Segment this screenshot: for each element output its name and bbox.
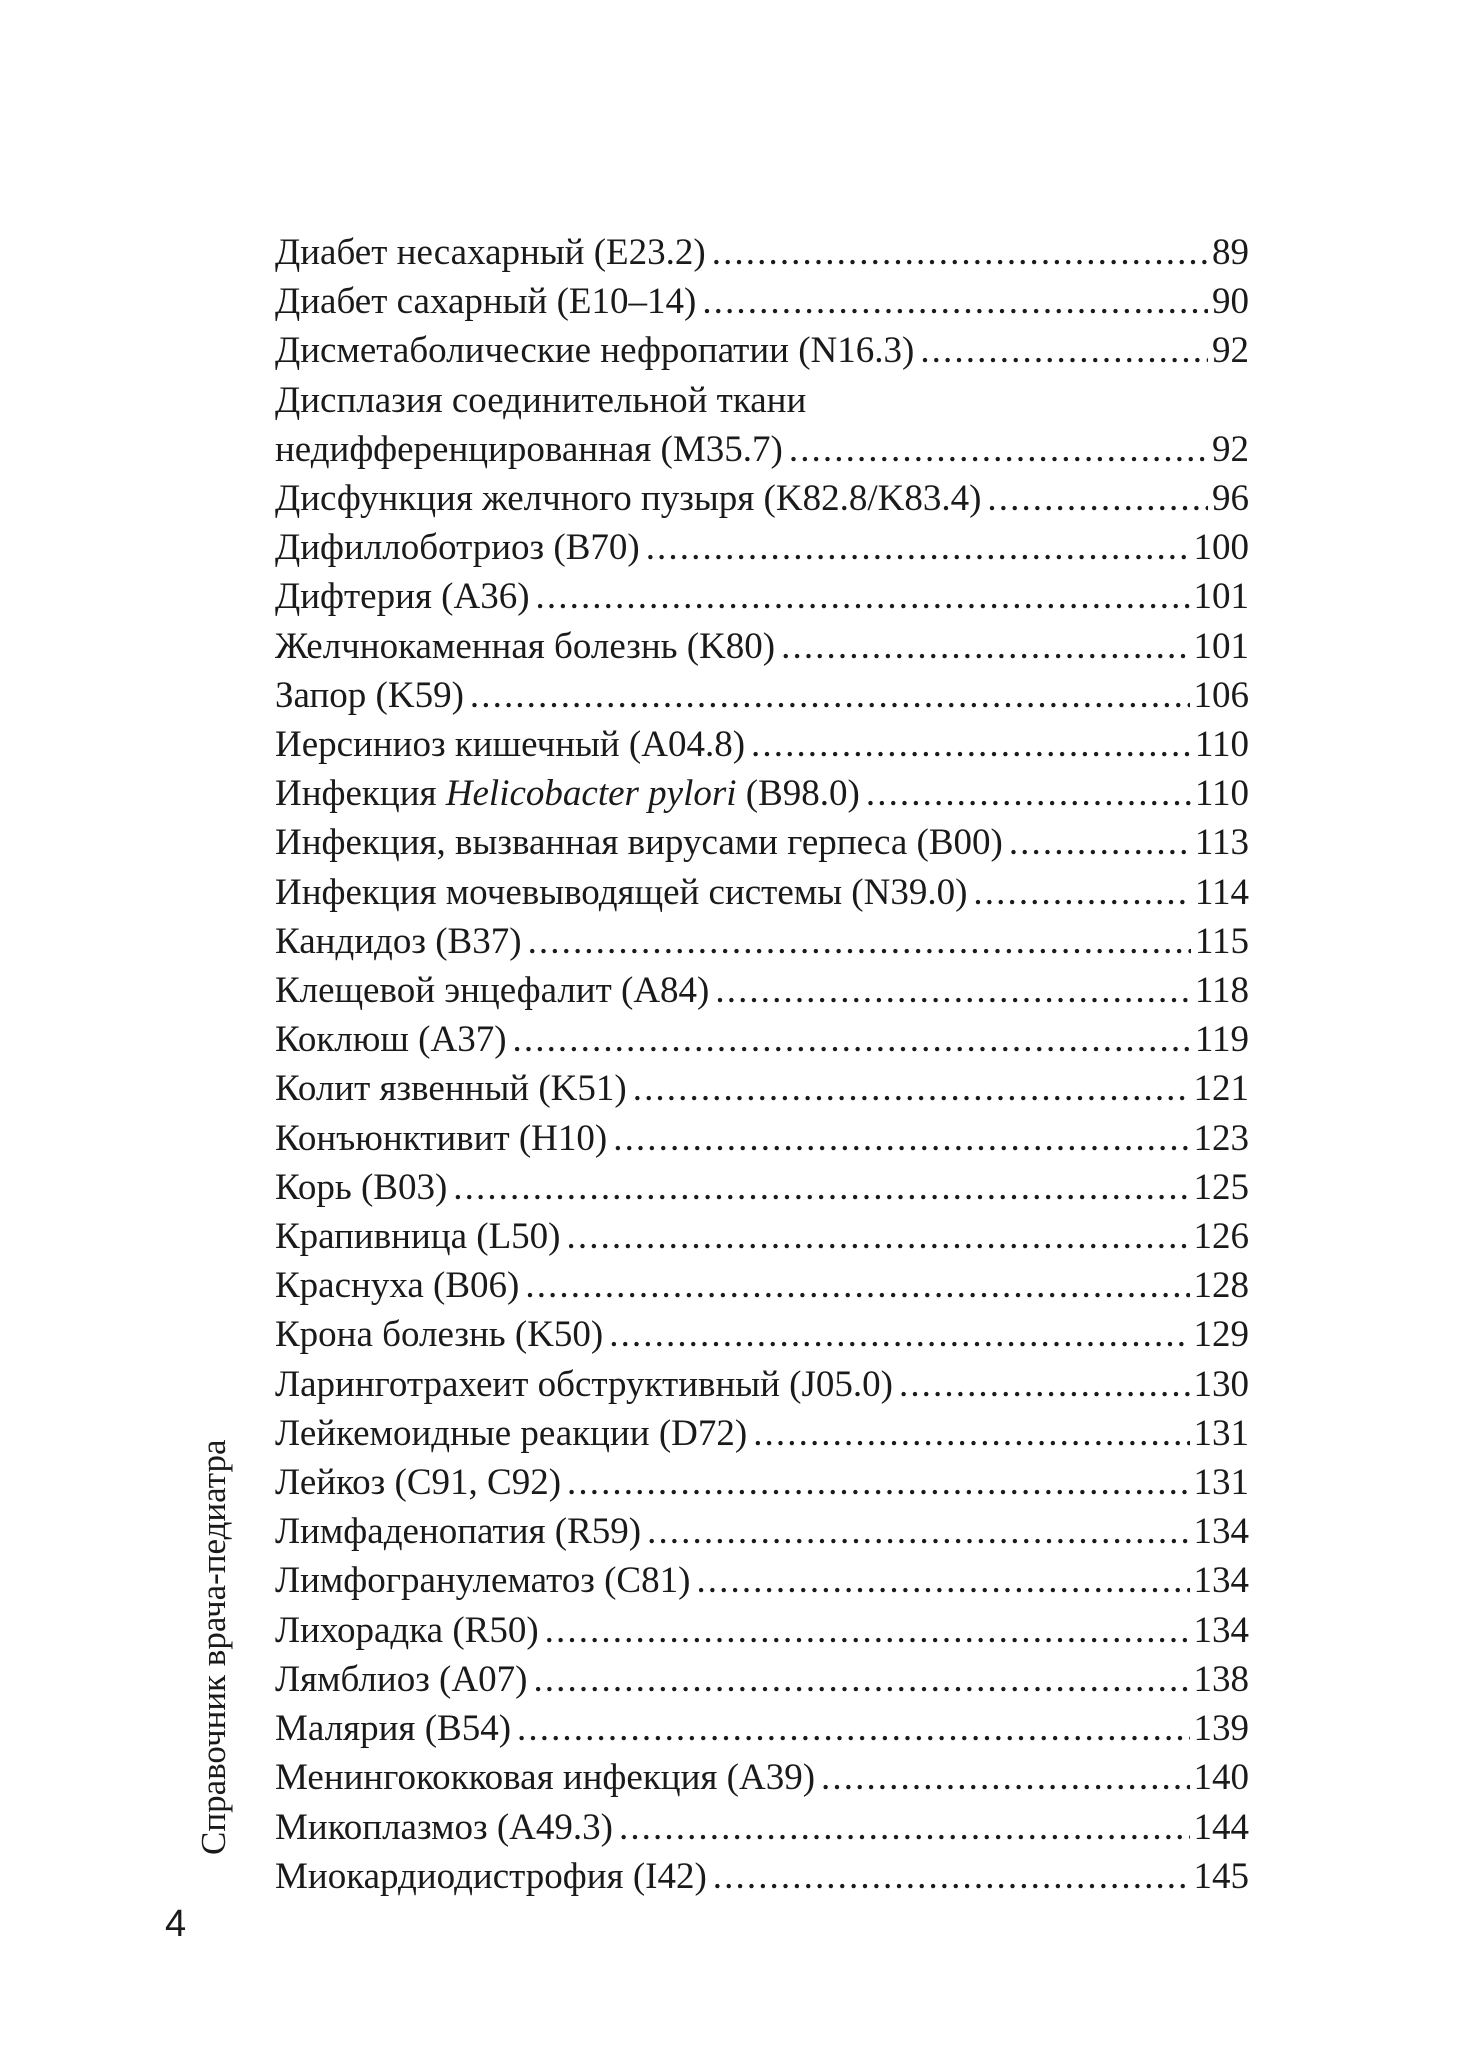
toc-entry-title: Конъюнктивит (H10) — [275, 1117, 608, 1159]
toc-entry[interactable] — [275, 1458, 1249, 1507]
toc-entry-page: 139 — [1193, 1708, 1249, 1750]
toc-entry-title: Лямблиоз (A07) — [275, 1658, 528, 1700]
toc-entry[interactable] — [275, 1803, 1249, 1852]
toc-entry-page: 106 — [1193, 674, 1249, 716]
toc-dot-leader — [973, 868, 1190, 917]
toc-dot-leader — [647, 1507, 1189, 1556]
toc-dot-leader — [517, 1704, 1189, 1753]
toc-dot-leader — [987, 474, 1208, 523]
toc-dot-leader — [751, 720, 1191, 769]
toc-entry[interactable] — [275, 474, 1249, 523]
toc-entry-title: Коклюш (A37) — [275, 1019, 507, 1061]
toc-entry-page: 115 — [1194, 920, 1249, 962]
toc-entry-page: 140 — [1193, 1757, 1249, 1799]
toc-entry-title: Клещевой энцефалит (A84) — [275, 970, 710, 1012]
toc-entry-page: 126 — [1193, 1216, 1249, 1258]
toc-entry-page: 92 — [1212, 428, 1249, 470]
toc-dot-leader — [920, 326, 1208, 375]
toc-entry-page: 114 — [1194, 871, 1249, 913]
toc-entry-page: 89 — [1212, 232, 1249, 273]
toc-entry-page: 145 — [1193, 1855, 1249, 1897]
toc-entry-title: Краснуха (B06) — [275, 1265, 520, 1307]
toc-dot-leader — [713, 1852, 1190, 1901]
toc-entry-page: 138 — [1193, 1658, 1249, 1700]
toc-entry[interactable] — [275, 1606, 1249, 1655]
toc-entry-page: 113 — [1194, 822, 1249, 864]
toc-entry-title: Дифтерия (A36) — [275, 576, 530, 618]
toc-dot-leader — [619, 1803, 1190, 1852]
toc-entry-title: Инфекция мочевыводящей системы (N39.0) — [275, 871, 968, 913]
toc-entry-page: 90 — [1212, 281, 1249, 323]
toc-entry[interactable] — [275, 1556, 1249, 1605]
toc-dot-leader — [821, 1753, 1189, 1802]
toc-dot-leader — [567, 1458, 1189, 1507]
toc-entry-title: Кандидоз (B37) — [275, 920, 522, 962]
toc-entry[interactable] — [275, 671, 1249, 720]
toc-entry[interactable] — [275, 572, 1249, 621]
toc-entry-page: 144 — [1193, 1806, 1249, 1848]
toc-entry-title: Диабет несахарный (E23.2) — [275, 232, 706, 273]
toc-dot-leader — [1009, 818, 1191, 867]
toc-dot-leader — [545, 1606, 1190, 1655]
toc-entry-page: 134 — [1193, 1511, 1249, 1553]
toc-dot-leader — [533, 1655, 1189, 1704]
toc-dot-leader — [567, 1212, 1190, 1261]
toc-dot-leader — [528, 917, 1191, 966]
toc-dot-leader — [633, 1064, 1190, 1113]
toc-entry[interactable] — [275, 1114, 1249, 1163]
toc-entry-page: 110 — [1194, 724, 1249, 766]
toc-entry-page: 131 — [1193, 1412, 1249, 1454]
toc-entry-page: 131 — [1193, 1462, 1249, 1504]
toc-dot-leader — [753, 1409, 1189, 1458]
toc-entry-page: 130 — [1193, 1363, 1249, 1405]
toc-entry-page: 110 — [1194, 773, 1249, 815]
toc-entry-title: Желчнокаменная болезнь (K80) — [275, 625, 776, 667]
toc-entry-title-prefix: Инфекция — [275, 773, 446, 815]
toc-entry[interactable] — [275, 1360, 1249, 1409]
toc-entry[interactable] — [275, 1310, 1249, 1359]
toc-entry-page: 125 — [1193, 1166, 1249, 1208]
running-title: Справочник врача-педиатра — [194, 1439, 233, 1855]
toc-entry-title: недифференцированная (M35.7) — [275, 428, 783, 470]
toc-entry-title: Иерсиниоз кишечный (A04.8) — [275, 724, 746, 766]
toc-entry-title: Лейкоз (C91, C92) — [275, 1462, 562, 1504]
toc-entry[interactable] — [275, 1704, 1249, 1753]
toc-entry-title: Дисфункция желчного пузыря (K82.8/K83.4) — [275, 478, 982, 520]
toc-entry[interactable] — [275, 818, 1249, 867]
toc-entry[interactable] — [275, 1409, 1249, 1458]
toc-entry[interactable] — [275, 769, 1249, 818]
toc-dot-leader — [781, 622, 1189, 671]
table-of-contents — [275, 228, 1249, 1901]
toc-dot-leader — [696, 1556, 1189, 1605]
toc-entry-title-suffix: (B98.0) — [736, 773, 860, 815]
toc-entry-page: 100 — [1193, 527, 1249, 569]
toc-dot-leader — [513, 1015, 1191, 1064]
toc-entry[interactable] — [275, 1212, 1249, 1261]
toc-entry[interactable] — [275, 1064, 1249, 1113]
toc-entry-title: Лейкемоидные реакции (D72) — [275, 1412, 748, 1454]
toc-entry-page: 134 — [1193, 1560, 1249, 1602]
toc-entry-title: Инфекция, вызванная вирусами герпеса (B00) — [275, 822, 1003, 864]
toc-entry-title: Лимфаденопатия (R59) — [275, 1511, 642, 1553]
toc-entry-title-line1[interactable]: Дисплазия соединительной ткани — [275, 379, 807, 421]
toc-entry-page: 119 — [1194, 1019, 1249, 1061]
toc-entry-title: Лимфогранулематоз (C81) — [275, 1560, 691, 1602]
toc-entry[interactable] — [275, 720, 1249, 769]
page-number: 4 — [165, 1903, 187, 1945]
toc-entry[interactable] — [275, 228, 1249, 277]
toc-entry[interactable] — [275, 425, 1249, 474]
toc-dot-leader — [609, 1310, 1189, 1359]
toc-entry[interactable] — [275, 1015, 1249, 1064]
toc-entry-title-italic: Helicobacter pylori — [445, 773, 737, 815]
toc-entry-page: 101 — [1193, 625, 1249, 667]
toc-dot-leader — [712, 228, 1208, 277]
toc-entry-title: Миокардиодистрофия (I42) — [275, 1855, 707, 1897]
toc-dot-leader — [613, 1114, 1189, 1163]
toc-entry-page: 123 — [1193, 1117, 1249, 1159]
toc-entry-title: Запор (K59) — [275, 674, 464, 716]
toc-dot-leader — [470, 671, 1190, 720]
toc-entry-page: 96 — [1212, 478, 1249, 520]
toc-dot-leader — [525, 1261, 1189, 1310]
toc-dot-leader — [715, 966, 1190, 1015]
toc-entry[interactable] — [275, 1163, 1249, 1212]
toc-entry-title: Диабет сахарный (E10–14) — [275, 281, 697, 323]
toc-entry-title — [275, 769, 860, 818]
toc-dot-leader — [899, 1360, 1190, 1409]
toc-entry[interactable] — [275, 1507, 1249, 1556]
toc-entry[interactable] — [275, 868, 1249, 917]
toc-entry-title: Дифиллоботриоз (B70) — [275, 527, 640, 569]
toc-entry[interactable] — [275, 1261, 1249, 1310]
toc-entry-title: Малярия (B54) — [275, 1708, 512, 1750]
toc-entry-page: 121 — [1193, 1068, 1249, 1110]
toc-entry-page: 128 — [1193, 1265, 1249, 1307]
toc-dot-leader — [536, 572, 1190, 621]
toc-entry[interactable] — [275, 1753, 1249, 1802]
toc-entry-page: 134 — [1193, 1609, 1249, 1651]
toc-entry-title: Колит язвенный (K51) — [275, 1068, 627, 1110]
toc-entry-title: Дисметаболические нефропатии (N16.3) — [275, 330, 915, 372]
toc-entry-page: 101 — [1193, 576, 1249, 618]
toc-entry-page: 129 — [1193, 1314, 1249, 1356]
toc-entry-title: Крапивница (L50) — [275, 1216, 561, 1258]
toc-entry-page: 92 — [1212, 330, 1249, 372]
toc-entry[interactable] — [275, 917, 1249, 966]
toc-dot-leader — [789, 425, 1208, 474]
toc-dot-leader — [646, 523, 1190, 572]
toc-entry[interactable] — [275, 277, 1249, 326]
toc-entry-title: Микоплазмоз (A49.3) — [275, 1806, 613, 1848]
toc-entry[interactable] — [275, 622, 1249, 671]
toc-dot-leader — [453, 1163, 1189, 1212]
toc-entry-title: Крона болезнь (K50) — [275, 1314, 604, 1356]
toc-entry-title: Ларинготрахеит обструктивный (J05.0) — [275, 1363, 893, 1405]
toc-entry-title: Менингококковая инфекция (A39) — [275, 1757, 816, 1799]
toc-dot-leader — [702, 277, 1208, 326]
toc-entry-page: 118 — [1194, 970, 1249, 1012]
toc-entry[interactable] — [275, 523, 1249, 572]
toc-entry[interactable] — [275, 326, 1249, 375]
toc-entry[interactable] — [275, 1655, 1249, 1704]
toc-dot-leader — [866, 769, 1191, 818]
toc-entry[interactable] — [275, 966, 1249, 1015]
toc-entry-title: Лихорадка (R50) — [275, 1609, 539, 1651]
toc-entry-title: Корь (B03) — [275, 1166, 448, 1208]
toc-entry[interactable] — [275, 1852, 1249, 1901]
